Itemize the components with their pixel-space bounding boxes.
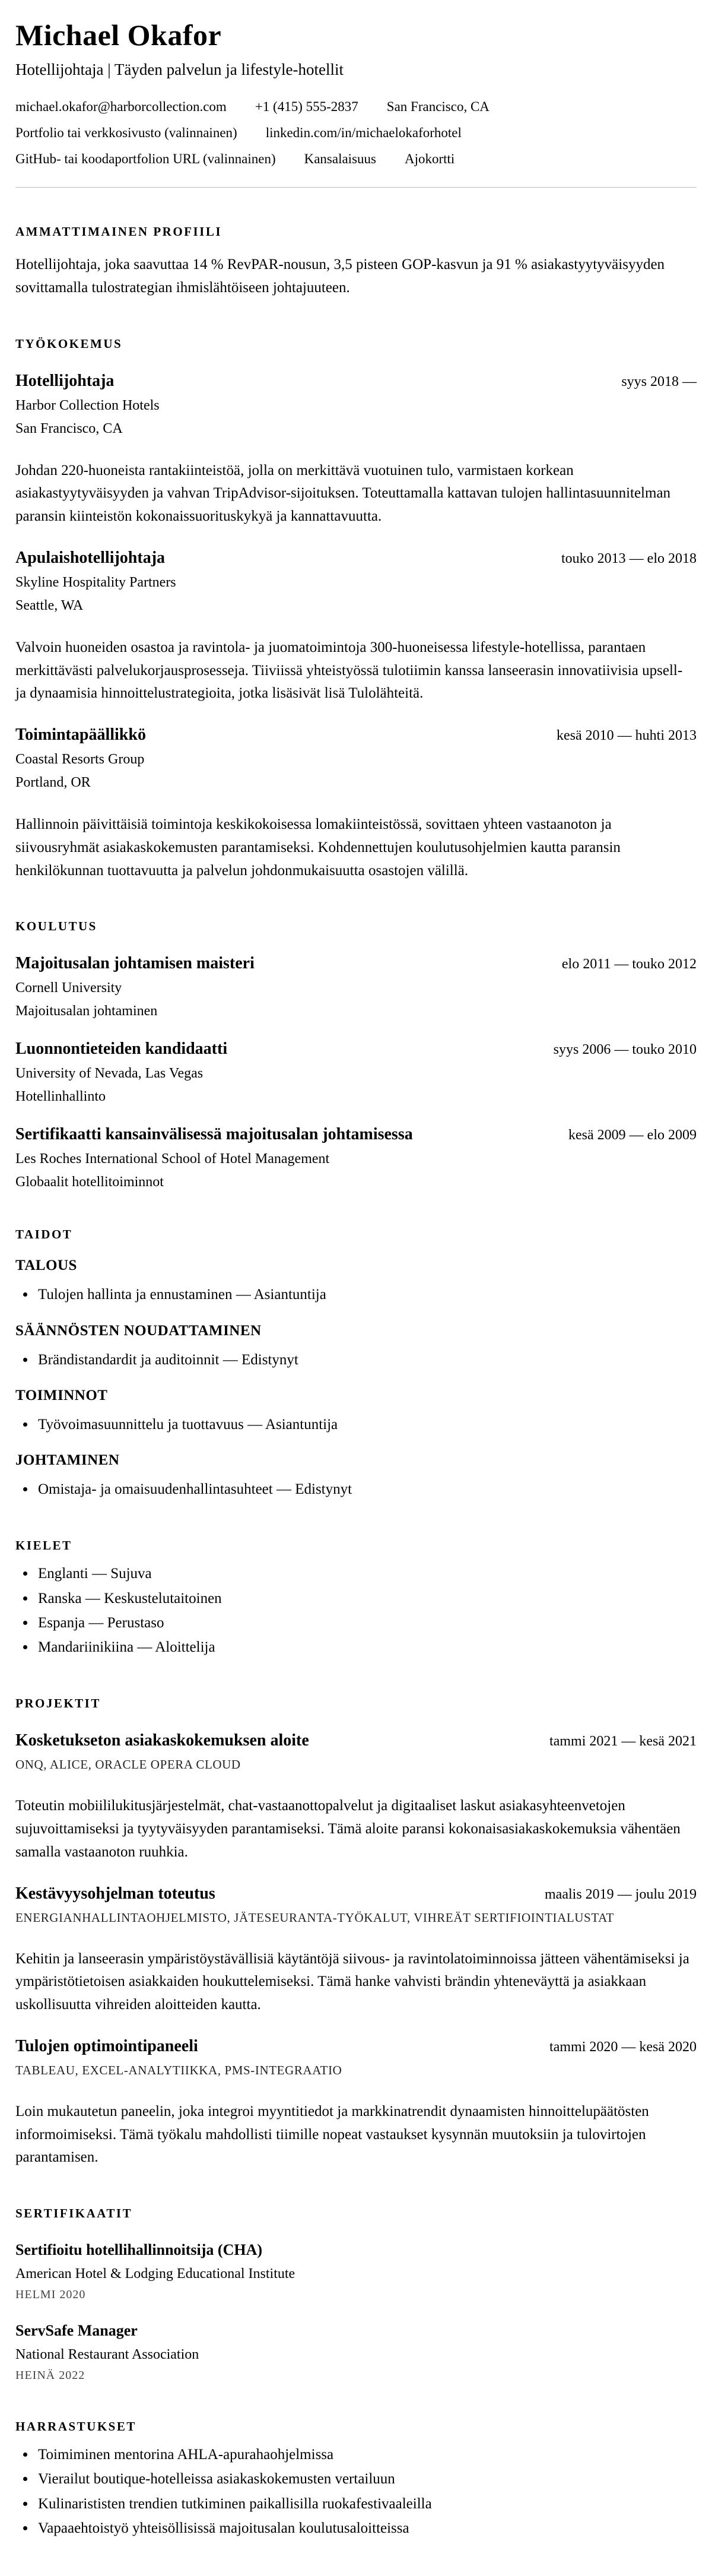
education-entry-header — [15, 1040, 697, 1059]
list-item: • Vierailut boutique-hotelleissa asiakaskokemusten vertailuun — [36, 2467, 697, 2491]
job-dates: kesä 2010 — huhti 2013 — [557, 728, 697, 743]
list-item: • Vapaaehtoistyö yhteisöllisissä majoitusalan koulutusaloitteissa — [36, 2516, 697, 2540]
experience-entry — [15, 372, 697, 528]
job-description: Johdan 220-huoneista rantakiinteistöä, jolla on merkittävä vuotuinen tulo, varmistaen korkean asiakastyytyväisyyden ja vahvan TripAdvisor-sijoituksen. Toteuttamalla kattavan tulojen hallintasuunnitelman paransin kiinteistön kokonaissuorituskykyä ja kannattavuutta. — [15, 462, 671, 524]
experience-entry-header — [15, 372, 697, 391]
certifications-heading: SERTIFIKAATIT — [15, 2206, 133, 2220]
field-of-study: Majoitusalan johtaminen — [15, 1003, 158, 1019]
school-name: Cornell University — [15, 980, 122, 996]
education-entry — [15, 1040, 697, 1105]
field-of-study: Hotellinhallinto — [15, 1089, 106, 1105]
job-company: Coastal Resorts Group — [15, 752, 145, 767]
contact-email: michael.okafor@harborcollection.com — [15, 99, 227, 114]
school-name: University of Nevada, Las Vegas — [15, 1066, 204, 1082]
list-item: • Kulinarististen trendien tutkiminen paikallisilla ruokafestivaaleilla — [36, 2492, 697, 2516]
hobby-list — [15, 2442, 697, 2540]
contact-portfolio: Portfolio tai verkkosivusto (valinnainen) — [15, 125, 237, 140]
list-item: • Tulojen hallinta ja ennustaminen — Asiantuntija — [36, 1282, 697, 1307]
header-divider — [15, 187, 697, 188]
project-entry-header — [15, 1884, 697, 1903]
job-title: Toimintapäällikkö — [15, 725, 146, 744]
job-location: Portland, OR — [15, 775, 91, 790]
degree-title: Luonnontieteiden kandidaatti — [15, 1040, 228, 1059]
project-tools: ONQ, ALICE, ORACLE OPERA CLOUD — [15, 1757, 241, 1772]
list-item: • Brändistandardit ja auditoinnit — Edistynyt — [36, 1348, 697, 1372]
certification-entry — [15, 2322, 697, 2382]
section-certifications — [15, 2206, 697, 2382]
certification-issuer: American Hotel & Lodging Educational Institute — [15, 2266, 295, 2282]
project-description: Toteutin mobiililukitusjärjestelmät, chat-vastaanottopalvelut ja digitaaliset laskut asiakasyhteenvetojen sujuvoittamiseksi ja tyytyväisyyden parantamiseksi. Tämä aloite paransi kokonaisasiakaskokemuksia vähentäen samalla vastaanoton ruuhkia. — [15, 1798, 681, 1860]
degree-title: Majoitusalan johtamisen maisteri — [15, 954, 255, 973]
section-profile — [15, 224, 697, 300]
resume-header — [15, 18, 697, 188]
project-title: Kosketukseton asiakaskokemuksen aloite — [15, 1731, 309, 1750]
list-item: • Mandariinikiina — Aloittelija — [36, 1635, 697, 1659]
contact-citizenship: Kansalaisuus — [304, 151, 376, 166]
job-company: Harbor Collection Hotels — [15, 397, 160, 413]
skill-group-title: TALOUS — [15, 1257, 77, 1274]
experience-heading: TYÖKOKEMUS — [15, 336, 123, 351]
education-heading: KOULUTUS — [15, 919, 97, 934]
job-dates: touko 2013 — elo 2018 — [561, 550, 697, 566]
skill-group-title: TOIMINNOT — [15, 1387, 108, 1403]
skills-heading: TAIDOT — [15, 1227, 73, 1242]
project-title: Kestävyysohjelman toteutus — [15, 1884, 215, 1903]
contact-row-2 — [15, 125, 697, 141]
field-of-study: Globaalit hotellitoiminnot — [15, 1174, 164, 1190]
job-location: Seattle, WA — [15, 597, 84, 613]
profile-heading: AMMATTIMAINEN PROFIILI — [15, 224, 223, 239]
project-tools: ENERGIANHALLINTAOHJELMISTO, JÄTESEURANTA-TYÖKALUT, VIHREÄT SERTIFIOINTIALUSTAT — [15, 1910, 614, 1925]
degree-dates: kesä 2009 — elo 2009 — [568, 1127, 697, 1143]
candidate-tagline: Hotellijohtaja | Täyden palvelun ja lifestyle-hotellit — [15, 61, 344, 78]
language-list — [15, 1561, 697, 1659]
project-entry-header — [15, 1731, 697, 1750]
degree-dates: elo 2011 — touko 2012 — [561, 956, 697, 972]
contact-location: San Francisco, CA — [386, 99, 490, 114]
job-location: San Francisco, CA — [15, 420, 123, 436]
projects-heading: PROJEKTIT — [15, 1696, 101, 1711]
skill-group-title: JOHTAMINEN — [15, 1452, 120, 1468]
contact-github: GitHub- tai koodaportfolion URL (valinnainen) — [15, 151, 276, 166]
skill-list — [15, 1348, 697, 1372]
project-dates: tammi 2021 — kesä 2021 — [549, 1734, 697, 1750]
list-item: • Työvoimasuunnittelu ja tuottavuus — Asiantuntija — [36, 1412, 697, 1437]
education-entry — [15, 1125, 697, 1190]
contact-license: Ajokortti — [404, 151, 455, 166]
contact-row-3 — [15, 151, 697, 167]
job-title: Hotellijohtaja — [15, 371, 115, 390]
education-entry-header — [15, 954, 697, 973]
experience-entry — [15, 725, 697, 882]
project-dates: maalis 2019 — joulu 2019 — [545, 1886, 697, 1902]
contact-linkedin: linkedin.com/in/michaelokaforhotel — [265, 125, 462, 140]
project-description: Kehitin ja lanseerasin ympäristöystävällisiä käytäntöjä siivous- ja ravintolatoiminnoissa jätteen vähentämiseksi ja ympäristötietoisen asiakkaiden houkuttelemiseksi. Tämä hanke vahvisti brändin yhteneväyttä ja asiakkaan uskollisuutta vihreiden aloitteiden kautta. — [15, 1950, 689, 2013]
education-entry-header — [15, 1125, 697, 1144]
section-experience — [15, 337, 697, 883]
section-languages — [15, 1538, 697, 1659]
certification-name: ServSafe Manager — [15, 2322, 138, 2339]
languages-heading: KIELET — [15, 1538, 72, 1553]
certification-date: HELMI 2020 — [15, 2288, 86, 2301]
certification-name: Sertifioitu hotellihallinnoitsija (CHA) — [15, 2241, 262, 2258]
school-name: Les Roches International School of Hotel Management — [15, 1151, 330, 1167]
section-hobbies — [15, 2419, 697, 2540]
skill-group — [15, 1452, 697, 1501]
skill-group — [15, 1323, 697, 1372]
list-item: • Omistaja- ja omaisuudenhallintasuhteet — Edistynyt — [36, 1477, 697, 1501]
skill-group — [15, 1257, 697, 1307]
skill-list — [15, 1282, 697, 1307]
skill-group-title: SÄÄNNÖSTEN NOUDATTAMINEN — [15, 1322, 262, 1339]
skill-list — [15, 1412, 697, 1437]
project-title: Tulojen optimointipaneeli — [15, 2036, 198, 2055]
certification-entry — [15, 2241, 697, 2302]
project-tools: TABLEAU, EXCEL-ANALYTIIKKA, PMS-INTEGRAATIO — [15, 2062, 342, 2077]
section-skills — [15, 1227, 697, 1501]
job-company: Skyline Hospitality Partners — [15, 574, 176, 590]
job-title: Apulaishotellijohtaja — [15, 548, 166, 567]
certification-date: HEINÄ 2022 — [15, 2369, 85, 2382]
section-education — [15, 919, 697, 1190]
list-item: • Englanti — Sujuva — [36, 1561, 697, 1586]
list-item: • Ranska — Keskustelutaitoinen — [36, 1586, 697, 1611]
section-projects — [15, 1696, 697, 2169]
experience-entry — [15, 549, 697, 705]
skill-group — [15, 1387, 697, 1437]
degree-dates: syys 2006 — touko 2010 — [553, 1042, 697, 1058]
job-dates: syys 2018 — — [621, 373, 697, 389]
job-description: Hallinnoin päivittäisiä toimintoja keskikokoisessa lomakiinteistössä, sovittaen yhteen vastaanoton ja siivousryhmät asiakaskokemusten parantamiseksi. Kohdennettujen koulutusohjelmien kautta paransin henkilökunnan tuottavuutta ja palvelun johdonmukaisuutta osastojen välillä. — [15, 816, 621, 879]
list-item: • Toimiminen mentorina AHLA-apurahaohjelmissa — [36, 2442, 697, 2467]
candidate-name: Michael Okafor — [15, 18, 222, 52]
project-entry — [15, 2037, 697, 2169]
education-entry — [15, 954, 697, 1019]
project-entry — [15, 1731, 697, 1864]
job-description: Valvoin huoneiden osastoa ja ravintola- ja juomatoimintoja 300-huoneisessa lifestyle-hotellissa, parantaen merkittävästi palvelukorjausprosesseja. Tiiviissä yhteistyössä tulotiimin kanssa lanseerasin innovatiivisia upsell- ja dynaamisia hinnoittelustrategioita, jotka lisäsivät lisä Tulolähteitä. — [15, 639, 683, 702]
certification-issuer: National Restaurant Association — [15, 2347, 199, 2362]
contact-row-1 — [15, 99, 697, 115]
project-entry — [15, 1884, 697, 2017]
experience-entry-header — [15, 549, 697, 568]
hobbies-heading: HARRASTUKSET — [15, 2419, 136, 2434]
contact-phone: +1 (415) 555-2837 — [255, 99, 358, 114]
project-entry-header — [15, 2037, 697, 2056]
skill-list — [15, 1477, 697, 1501]
profile-text: Hotellijohtaja, joka saavuttaa 14 % RevPAR-nousun, 3,5 pisteen GOP-kasvun ja 91 % asiakastyytyväisyyden sovittamalla tulostrategian ihmislähtöiseen johtajuuteen. — [15, 256, 665, 296]
project-description: Loin mukautetun paneelin, joka integroi myyntitiedot ja markkinatrendit dynaamisten hinnoittelupäätösten informoimiseksi. Tämä työkalu mahdollisti tiimille nopeat vastaukset kysynnän muutoksiin ja tulovirtojen parantamisen. — [15, 2103, 649, 2166]
experience-entry-header — [15, 725, 697, 744]
project-dates: tammi 2020 — kesä 2020 — [549, 2039, 697, 2055]
list-item: • Espanja — Perustaso — [36, 1611, 697, 1635]
degree-title: Sertifikaatti kansainvälisessä majoitusalan johtamisessa — [15, 1125, 413, 1144]
